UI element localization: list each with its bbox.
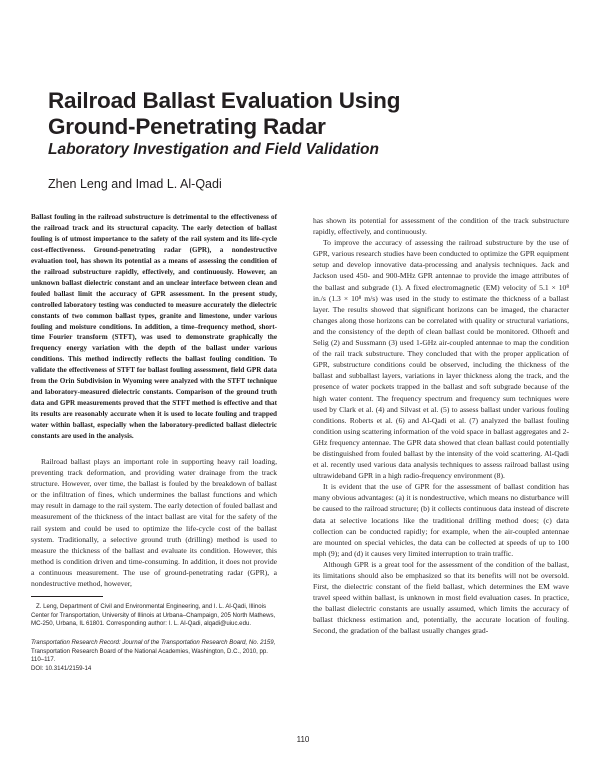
right-body-paragraph-3: It is evident that the use of GPR for the assessment of ballast condition has many obvious advantages: (a) it is nondestructive, which means no disturbance will be caused to the railroad structure; (b) it collects continuous data instead of discrete data at selective locations like the traditional drilling method does; (c) data collection can be conducted rapidly; for example, when the air-coupled antennae are mounted on special vehicles, the data can be collected at speeds of up to 100 mph (9); and (d) it causes very limited interruption to train traffic. [313, 482, 569, 558]
author-line: Zhen Leng and Imad L. Al-Qadi [48, 177, 222, 191]
citation-footnote [31, 639, 277, 665]
journal-name: Transportation Research Record: Journal of the Transportation Research Board, No. 2159, [31, 638, 276, 646]
footnote-rule [31, 596, 103, 597]
abstract: Ballast fouling in the railroad substructure is detrimental to the effectiveness of the railroad track and its structural capacity. The early detection of ballast fouling is of utmost importance to the safety of the rail system and its life-cycle cost-effectiveness. Ground-penetrating radar (GPR), a nondestructive evaluation tool, has shown its potential as a means of assessing the condition of the railroad substructure rapidly, effectively, and continuously. However, an unknown ballast dielectric constant and an unclear interface between clean and fouled ballast limit the accuracy of GPR assessment. In the present study, controlled laboratory testing was conducted to measure accurately the dielectric constants of two common ballast types, granite and limestone, under various fouling and moisture conditions. In addition, a time–frequency method, short-time Fourier transform (STFT), was used to demonstrate graphically the frequency energy variation with the depth of the ballast under various conditions. This method indirectly reflects the ballast fouling condition. To validate the effectiveness of STFT for ballast fouling assessment, field GPR data from the Orin Subdivision in Wyoming were analyzed with the STFT technique and laboratory-measured dielectric constants. Comparison of the ground truth data and GPR measurements proved that the STFT method is effective and that its results are reasonably accurate when it is used to locate fouling and trapped water within ballast, especially when the laboratory-predicted ballast dielectric constants are used in the analysis. [31, 213, 277, 441]
right-column [313, 215, 569, 637]
left-column [31, 212, 277, 673]
page-number: 110 [296, 735, 310, 744]
right-body-paragraph-2: To improve the accuracy of assessing the railroad substructure by the use of GPR, various research studies have been conducted to optimize the GPR equipment setup and develop innovative data-processing and analysis techniques. Jack and Jackson used 450- and 900-MHz GPR antennae to provide the image attributes of the ballast and subgrade (1). A fixed electromagnetic (EM) velocity of 5.1 × 10⁸ in./s (1.3 × 10⁸ m/s) was used in the study to estimate the thickness of a ballast layer. The results showed that significant horizons can be imaged, the character changes along those horizons can be correlated with quality or structural variations, and the consistency of the depth of clean ballast could be monitored. Olhoeft and Selig (2) and Sussmann (3) used 1-GHz air-coupled antennae to map the condition of the rail track substructure. They concluded that with the proper application of GPR, substructure conditions could be observed, including the thickness of the ballast and subballast layers, variations in layer thickness along the track, and the presence of water pockets trapped in the ballast and soft subgrade because of the high water content. The frequency spectrum and frequency sum techniques were used by Clark et al. (4) and Silvast et al. (5) to assess ballast under various fouling conditions. Roberts et al. (6) and Al-Qadi et al. (7) analyzed the ballast fouling condition using scattering information of the void space in ballast aggregates and 2-GHz frequency antennae. The GPR data showed that clean ballast could potentially be distinguished from fouled ballast by the intensity of the void scattering. Al-Qadi et al. recently used various data analysis techniques to assess railroad ballast using ultrawideband GPR in a high radio-frequency environment (8). [313, 238, 569, 481]
doi: DOI: 10.3141/2159-14 [31, 664, 92, 672]
title-line-1: Railroad Ballast Evaluation Using [48, 88, 401, 113]
paper-title [48, 88, 568, 140]
affiliation-footnote: Z. Leng, Department of Civil and Environmental Engineering, and I. L. Al-Qadi, Illinois Center for Transportation, University of Illinois at Urbana–Champaign, 205 North Mathews, MC-250, Urbana, IL 61801. Corresponding author: I. L. Al-Qadi, alqadi@uiuc.edu. [31, 603, 276, 628]
left-body-paragraph: Railroad ballast plays an important role in supporting heavy rail loading, preventing track deformation, and providing water drainage from the track structure. However, over time, the ballast is fouled by the breakdown of ballast or the infiltration of fines, which undermines the ballast functions and which may result in damage to the rail system. The early detection of fouled ballast and measurement of the thickness of the intact ballast are vital for the safety of the rail system and could be used to optimize the life-cycle cost of the ballast system. Traditionally, a selective ground truth (drilling) method is used to measure the thickness of the ballast and evaluate its condition. However, this method is condition driven and time-consuming. In addition, it does not provide a continuous measurement. The use of ground-penetrating radar (GPR), a nondestructive method, however, [31, 457, 277, 589]
paper-subtitle: Laboratory Investigation and Field Validation [48, 141, 379, 158]
right-body-paragraph-1: has shown its potential for assessment of the condition of the track substructure rapidly, effectively, and continuously. [313, 216, 569, 237]
journal-details: Transportation Research Board of the National Academies, Washington, D.C., 2010, pp. 110–117. [31, 647, 268, 664]
right-body-paragraph-4: Although GPR is a great tool for the assessment of the condition of the ballast, its limitations should also be emphasized so that its benefits will not be oversold. First, the dielectric constant of the field ballast, which determines the EM wave travel speed within ballast, is unknown in most field evaluation cases. In practice, the ballast dielectric constants are usually assumed, which limits the accuracy of ballast thickness estimation and, potentially, the accurate location of fouling. Second, the gradation of the ballast usually changes grad- [313, 559, 569, 636]
title-line-2: Ground-Penetrating Radar [48, 114, 326, 139]
